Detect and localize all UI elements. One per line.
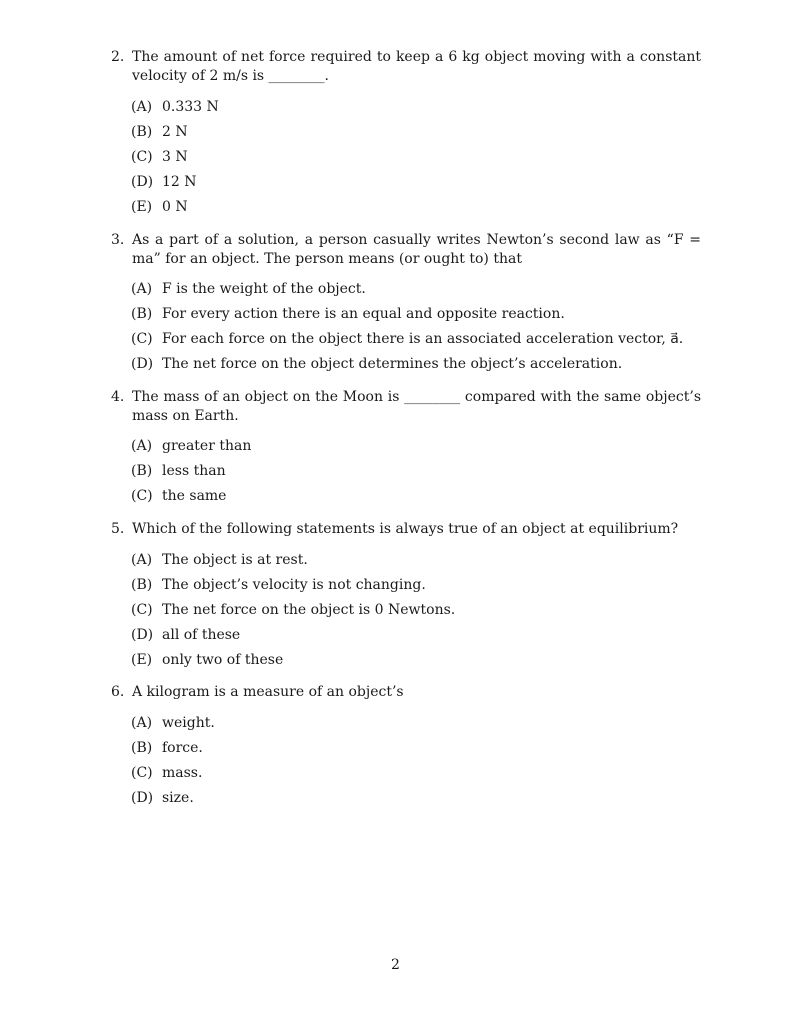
question-stem [111,683,701,702]
question-text: Which of the following statements is always true of an object at equilibrium? [132,521,679,537]
option-text: F is the weight of the object. [162,281,366,297]
question-text: A kilogram is a measure of an object’s [132,684,404,700]
option-letter: (C) [131,331,153,347]
option-letter: (D) [131,356,154,372]
option-text: For every action there is an equal and opposite reaction. [162,306,565,322]
option-letter: (D) [131,790,154,806]
option-text: all of these [162,627,241,643]
option-d[interactable] [131,355,622,373]
question-number: 5. [111,521,125,537]
option-text: The net force on the object is 0 Newtons. [162,602,456,618]
option-letter: (B) [131,306,153,322]
option-b[interactable] [131,739,203,757]
option-d[interactable] [131,789,194,807]
option-b[interactable] [131,123,188,141]
option-text: 0.333 N [162,99,219,115]
option-text: The net force on the object determines the object’s acceleration. [162,356,623,372]
question-number: 4. [111,389,125,405]
option-c[interactable] [131,487,226,505]
option-b[interactable] [131,462,226,480]
option-letter: (E) [131,652,153,668]
option-letter: (E) [131,199,153,215]
option-letter: (B) [131,740,153,756]
option-c[interactable] [131,148,188,166]
question-2 [111,48,701,215]
option-text: 3 N [162,149,188,165]
option-d[interactable] [131,626,240,644]
option-c[interactable] [131,330,683,348]
option-text: force. [162,740,203,756]
option-c[interactable] [131,601,455,619]
option-text: 2 N [162,124,188,140]
option-a[interactable] [131,98,219,116]
option-letter: (A) [131,438,153,454]
page-number: 2 [391,957,400,973]
question-number: 2. [111,49,125,65]
option-letter: (C) [131,488,153,504]
option-letter: (B) [131,463,153,479]
question-stem [111,231,701,268]
option-b[interactable] [131,305,565,323]
option-text: 12 N [162,174,197,190]
question-number: 6. [111,684,125,700]
option-text: less than [162,463,226,479]
question-6 [111,683,701,806]
option-letter: (A) [131,99,153,115]
option-letter: (A) [131,281,153,297]
option-c[interactable] [131,764,202,782]
question-stem [111,48,701,85]
question-text: As a part of a solution, a person casually writes Newton’s second law as “F = ma” for an object. The person means (or ought to) that [132,232,701,267]
option-letter: (A) [131,715,153,731]
question-stem [111,388,701,425]
question-3 [111,231,701,372]
option-a[interactable] [131,280,366,298]
option-letter: (B) [131,577,153,593]
option-text: mass. [162,765,203,781]
option-text: The object is at rest. [162,552,308,568]
option-e[interactable] [131,651,283,669]
option-a[interactable] [131,714,215,732]
option-text: greater than [162,438,252,454]
option-text: only two of these [162,652,284,668]
option-letter: (C) [131,602,153,618]
option-text: For each force on the object there is an associated acceleration vector, a⃗. [162,331,684,347]
option-letter: (B) [131,124,153,140]
option-text: size. [162,790,194,806]
question-text: The mass of an object on the Moon is ________ compared with the same object’s mass on Earth. [132,389,701,424]
option-text: 0 N [162,199,188,215]
option-a[interactable] [131,551,308,569]
option-text: the same [162,488,227,504]
option-d[interactable] [131,173,197,191]
option-letter: (A) [131,552,153,568]
option-a[interactable] [131,437,251,455]
option-letter: (C) [131,765,153,781]
option-letter: (D) [131,174,154,190]
option-text: The object’s velocity is not changing. [162,577,426,593]
question-5 [111,520,701,668]
option-letter: (C) [131,149,153,165]
option-e[interactable] [131,198,188,216]
question-4 [111,388,701,504]
option-b[interactable] [131,576,426,594]
question-number: 3. [111,232,125,248]
question-text: The amount of net force required to keep a 6 kg object moving with a constant velocity of 2 m/s is ________. [132,49,701,84]
option-letter: (D) [131,627,154,643]
option-text: weight. [162,715,215,731]
question-stem [111,520,701,539]
